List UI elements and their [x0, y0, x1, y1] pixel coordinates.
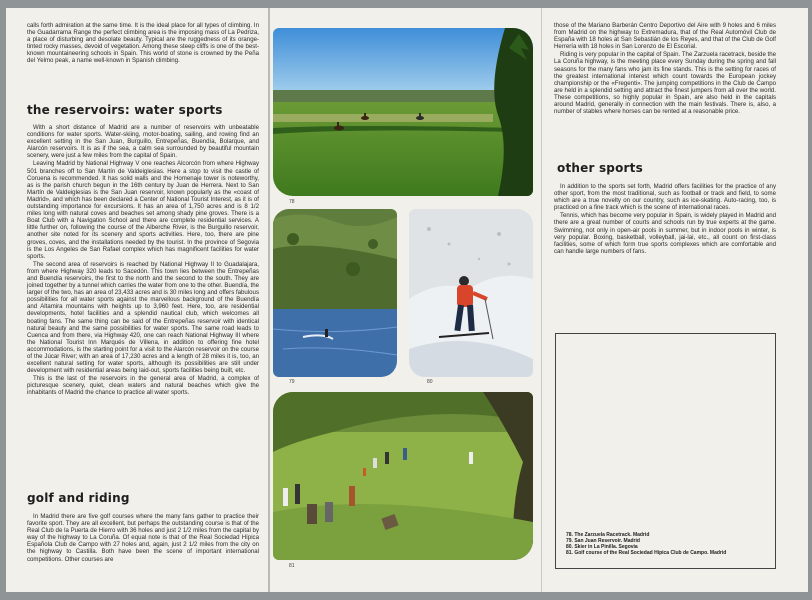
- photo-number-81: 81: [289, 563, 295, 569]
- reservoirs-body: [27, 124, 259, 398]
- page-fold: [268, 8, 270, 592]
- photo-golf-course: [273, 392, 533, 560]
- page-fold-right: [541, 8, 542, 592]
- golf-heading: golf and riding: [27, 491, 130, 505]
- reservoirs-paragraph: Leaving Madrid by National Highway V one reaches Alcorcón from where Highway 501 branches off to San Martín de Valdeiglesias. Here a stop to visit the castle of Coruena is recommended. It has solid walls and the Homenaje tower is noteworthy, as is the parish church begun in the 16th century by Juan de Herrera. Next to San Martín de Valdeiglesias is the San Juan reservoir, known popularly as the «coast of Madrid», and which has been declared a Center of National Tourist Interest, as it is of outstanding importance for excursions. It has an area of 1,750 acres and is 8 1/2 miles long with natural coves and beaches set among shady pine groves. There is a Boat Club with a Navigation School and there are complete residential services. A little further on, following the course of the Alberche River, is the Burguillo reservoir, another site noted for its scenery and sports activities. Here, too, there are pine groves, coves, and the installations needed by the tourist. In the province of Segovia is the Los Angeles de San Rafael complex which has magnificent facilities for water sports.: [27, 160, 259, 260]
- other-sports-body: [554, 183, 776, 256]
- other-sports-paragraph: In addition to the sports set forth, Madrid offers facilities for the practice of any other sport, from the most traditional, such as football or track and field, to some which are a true novelty on our country, such as ice-skating. Auto-racing, too, is practiced on a fine track which is the scene of international races.: [554, 183, 776, 212]
- left-column: [27, 22, 259, 66]
- reservoirs-paragraph: This is the last of the reservoirs in the general area of Madrid, a complex of picturesque scenery, quiet, clean waters and natural beaches which give the inhabitants of Madrid the chance to practice all water sports.: [27, 375, 259, 397]
- caption-item: 78. The Zarzuela Racetrack. Madrid: [566, 532, 650, 538]
- intro-text: calls forth admiration at the same time. It is the ideal place for all types of climbing. In the Guadarrama Range the perfect climbing area is the imposing mass of La Pedriza, a place of disturbing and desolate beauty. Typical are the ruggedness of its orange-tinted rocky masses, devoid of vegetation. Among these steep cliffs is one of the best-known mountaineering schools in Spain. This world of stone is crowned by the Peña del Yelmo peak, a name well-known in Spanish climbing.: [27, 22, 259, 65]
- right-column: [554, 22, 776, 116]
- reservoirs-heading: the reservoirs: water sports: [27, 103, 223, 117]
- reservoirs-paragraph: With a short distance of Madrid are a number of reservoirs with unbeatable conditions for water sports. Water-skiing, motor-boating, sailing, and rowing find an excellent setting in the San Juan, Burguillo, Entrepeñas, Buendía, Bolarque, and Alarcón reservoirs. It is as if the sea, a calm sea surrounded by beautiful mountain scenery, were just a few miles from the capital of Spain.: [27, 124, 259, 160]
- caption-item: 80. Skier in La Pinilla. Segovia: [566, 544, 638, 550]
- photo-reservoir: [273, 209, 397, 377]
- other-sports-heading: other sports: [557, 161, 643, 175]
- photo-number-80: 80: [427, 379, 433, 385]
- golf-body: [27, 513, 259, 564]
- photo-skier: [409, 209, 533, 377]
- continuation-text: those of the Mariano Barberán Centro Deportivo del Aire with 9 holes and 6 miles from Madrid on the highway to Extremadura, that of the Real Automóvil Club de España with 18 holes at San Sebastián de los Reyes, and that of the Club de Golf Herrería with 18 holes in San Lorenzo de El Escorial.: [554, 22, 776, 51]
- caption-item: 79. San Juan Reservoir. Madrid: [566, 538, 640, 544]
- caption-item: 81. Golf course of the Real Sociedad Hípica Club de Campo. Madrid: [566, 550, 727, 556]
- photo-racetrack: [273, 28, 533, 196]
- reservoirs-paragraph: The second area of reservoirs is reached by National Highway II to Guadalajara, from where Highway 320 leads to Sacedón. This town lies between the Entrepeñas and Buendía reservoirs, the first to the north and the second to the south. They are joined together by a tunnel which carries the water from one to the other. Buendía, the larger of the two, has an area of 23,433 acres and is 30 miles long and offers fabulous possibilities for all water sports against the marvellous background of the Buendía and Altamira mountains with heights up to 3,960 feet. Here, too, are residential developments, hotel facilities and a splendid nautical club, which welcomes all boating fans. The same thing can be said of the Entrepeñas reservoir with identical natural beauty and the same possibilities for water sports. The same road leads to Cuenca and from there, via Highway 420, one can reach National Highway III where the National Tourist Inn Marqués de Villena, in addition to offering fine hotel accommodations, is the starting point for a visit to the Alarcón reservoir on the course of the Júcar River; with an area of 17,230 acres and a length of 28 miles it is, too, an excellent natural setting for water sports, although its possibilities are still under development with residential areas being laid-out, sports facilities being built, etc.: [27, 260, 259, 375]
- caption-list: [566, 532, 726, 556]
- photo-number-78: 78: [289, 199, 295, 205]
- riding-paragraph: Riding is very popular in the capital of Spain. The Zarzuela racetrack, beside the La Coruña highway, is the meeting place every Sunday during the spring and fall seasons for the many fans who jam its fine stands. This is the setting for races of the greatest international interest which count towards the European jockey championship or the «Fregenti». The jumping competitions in the Club de Campo are held in a splendid setting and attract the finest jumpers from all over the world. These competitions, so highly popular in Spain, are also held in the capitals around Madrid, generally in connection with the main festivals. There is, also, a number of stables where horses can be rented at a reasonable price.: [554, 51, 776, 116]
- photo-number-79: 79: [289, 379, 295, 385]
- caption-box: [555, 333, 776, 569]
- golf-paragraph: In Madrid there are five golf courses where the many fans gather to practice their favorite sport. They are all excellent, but perhaps the outstanding course is that of the Real Club de la Puerta de Hierro with 36 holes and just 2 1/2 miles from the capital by way of the highway to La Coruña. Of equal note is that of the Real Sociedad Hípica Española Club de Campo with 27 holes and, again, just 2 1/2 miles from the city on the highway to Castilla. Both have been the scene of important international competitions. Other courses are: [27, 513, 259, 563]
- other-sports-paragraph: Tennis, which has become very popular in Spain, is widely played in Madrid and there are a great number of courts and schools run by true experts at the game. Swimming, not only in open-air pools in summer, but in indoor pools in winter, is very popular. Boxing, basketball, volleyball, jai-lai, etc., all count on first-class facilities, some of which form true sports complexes which are comfortable and can handle large numbers of fans.: [554, 212, 776, 255]
